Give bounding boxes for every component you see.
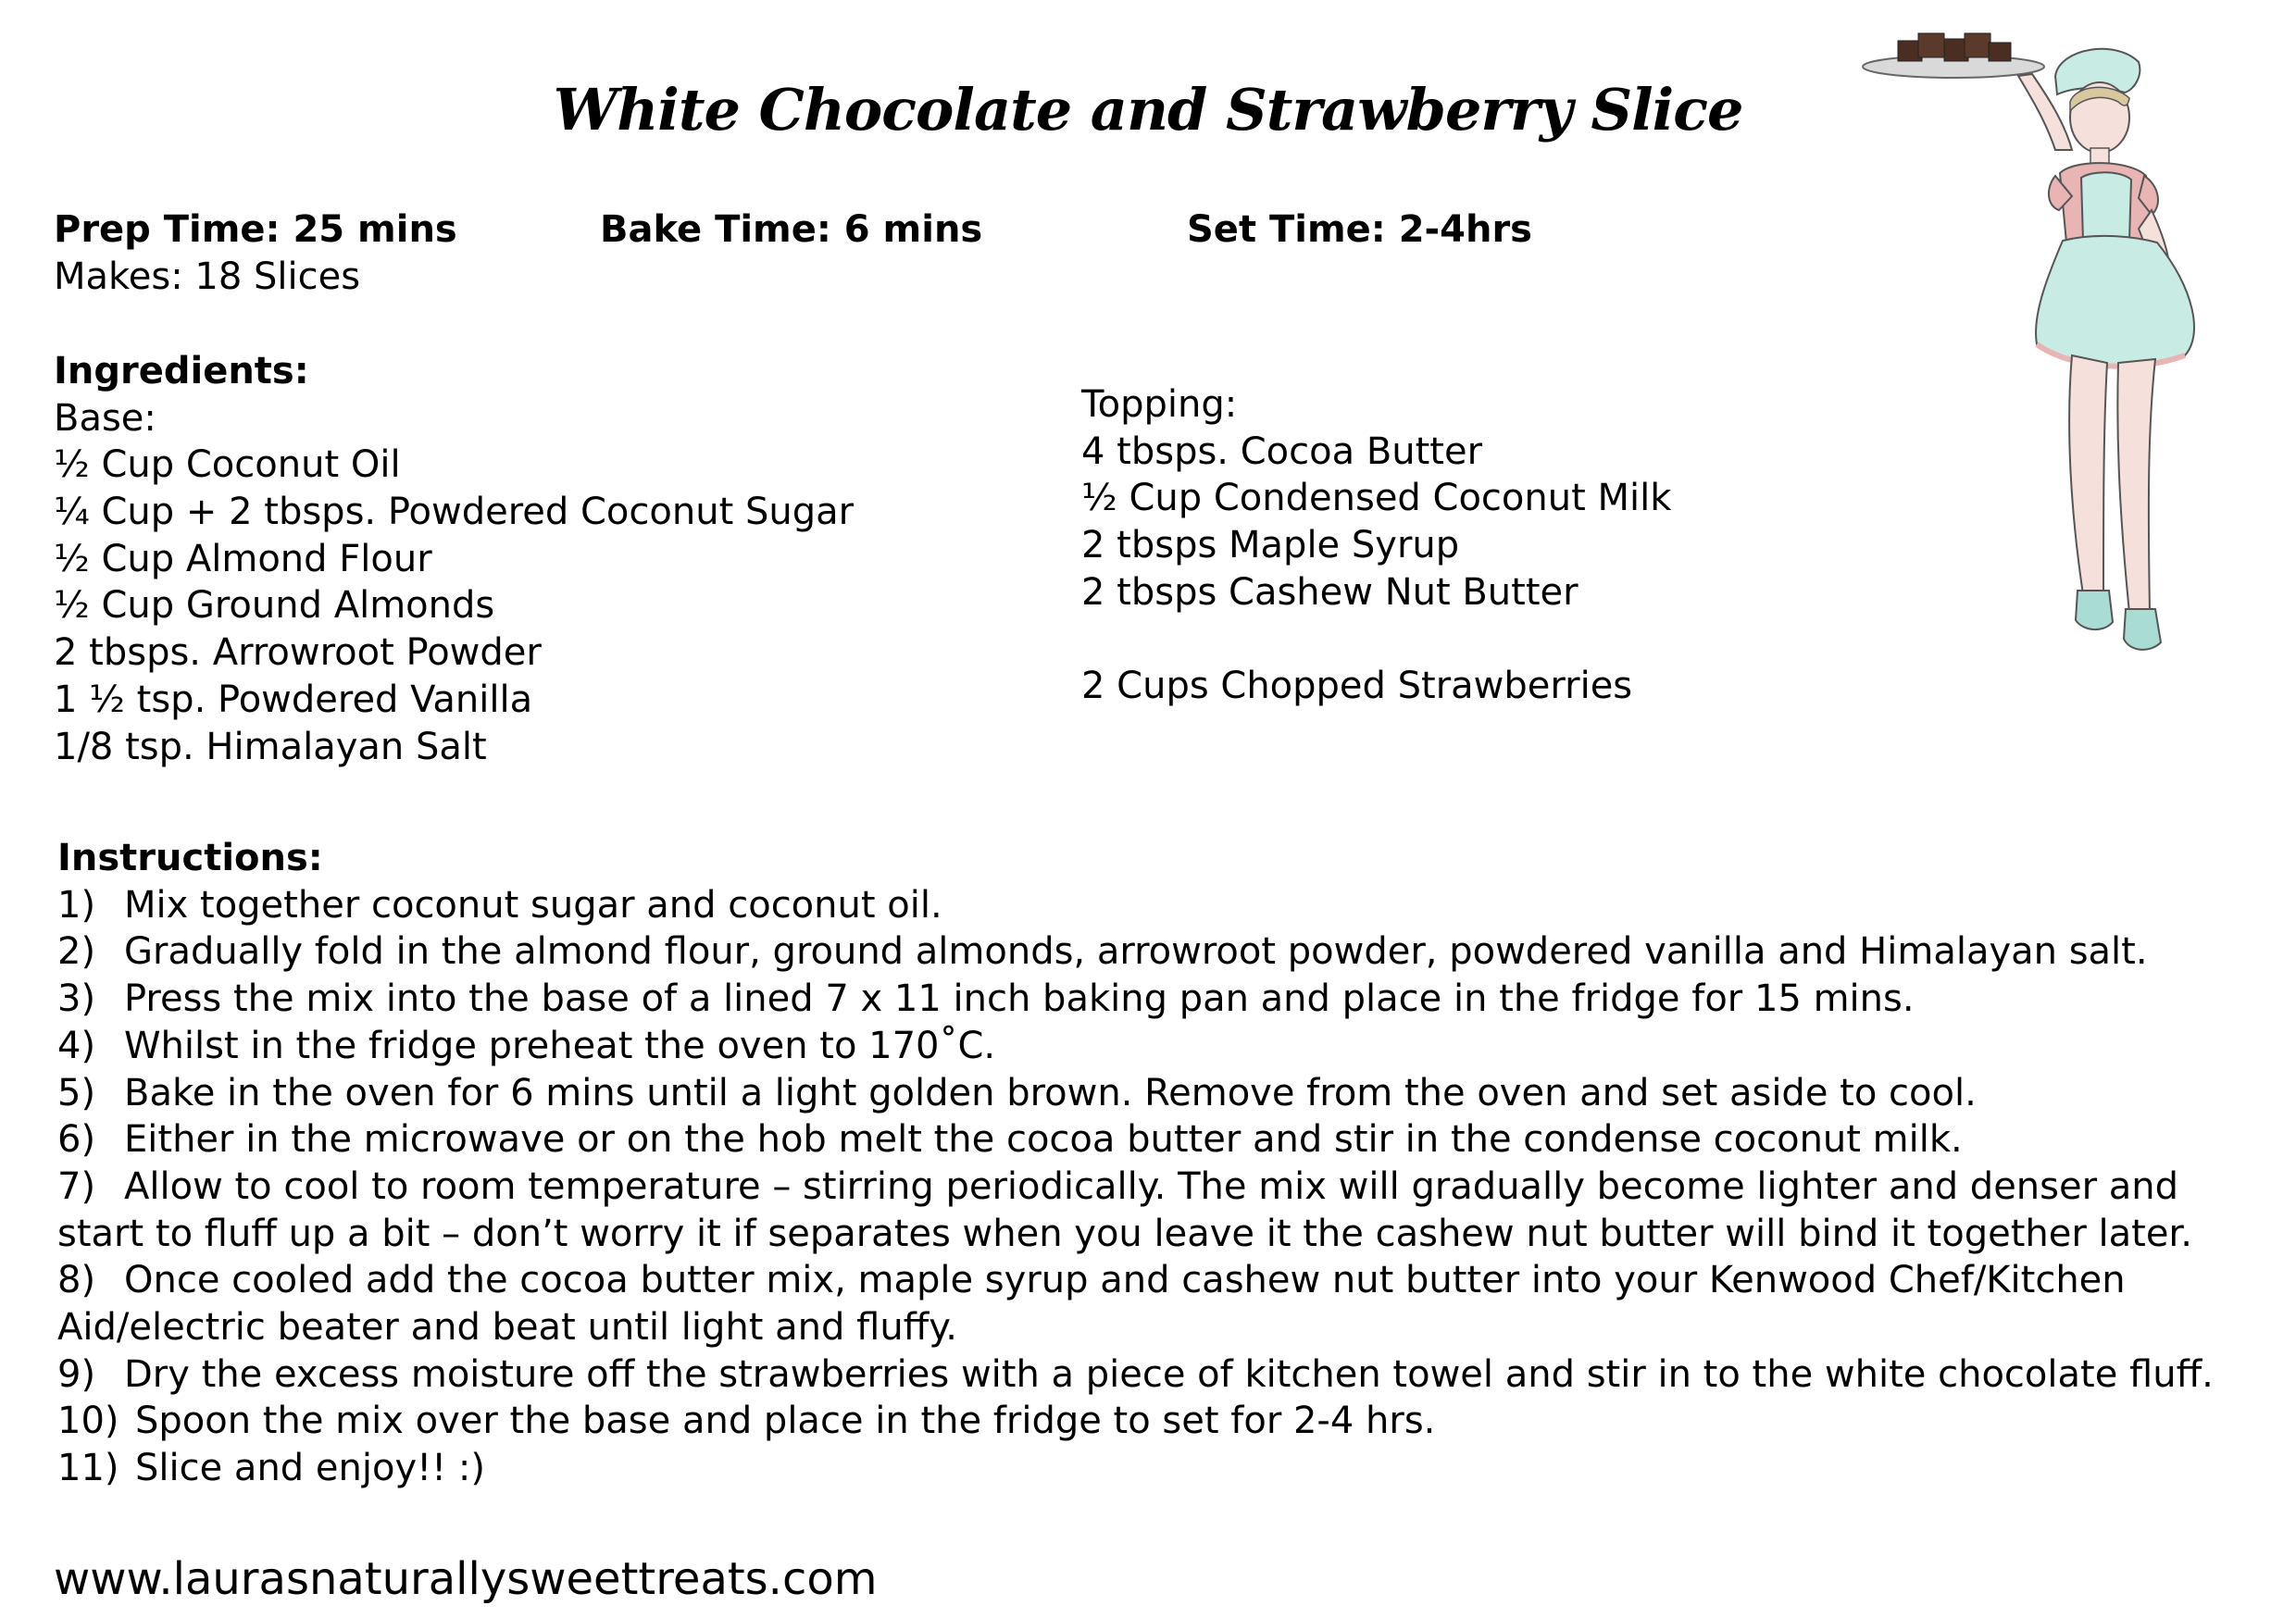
instruction-step: [57, 976, 2252, 1023]
topping-heading: Topping:: [1081, 383, 1238, 426]
step-number: 4): [57, 1024, 96, 1067]
instruction-step: [57, 882, 2252, 929]
instruction-step: [57, 1351, 2252, 1399]
instructions-heading: Instructions:: [57, 837, 323, 879]
step-text: Either in the microwave or on the hob melt the cocoa butter and stir in the condense coconut milk.: [124, 1118, 1963, 1162]
step-number: 7): [57, 1164, 96, 1208]
step-number: 5): [57, 1071, 96, 1114]
prep-time: Prep Time: 25 mins: [54, 208, 457, 251]
base-ingredient: ¼ Cup + 2 tbsps. Powdered Coconut Sugar: [54, 491, 855, 534]
step-number: 3): [57, 977, 96, 1021]
base-ingredient: 1 ½ tsp. Powdered Vanilla: [54, 678, 533, 721]
step-number: 6): [57, 1118, 96, 1162]
step-text: Gradually fold in the almond flour, ground almonds, arrowroot powder, powdered vanilla and Himalayan salt.: [124, 930, 2148, 974]
step-number: 11): [57, 1447, 119, 1490]
instruction-step: [57, 1023, 2252, 1070]
instruction-step: [57, 928, 2252, 976]
instruction-step: [57, 1398, 2252, 1445]
step-number: 2): [57, 930, 96, 974]
step-number: 8): [57, 1259, 96, 1302]
step-text: Whilst in the fridge preheat the oven to 170˚C.: [124, 1024, 996, 1067]
base-ingredient: 1/8 tsp. Himalayan Salt: [54, 725, 487, 768]
ingredients-section: [54, 348, 854, 770]
step-text: Mix together coconut sugar and coconut oil.: [124, 883, 942, 927]
base-ingredient: ½ Cup Almond Flour: [54, 537, 432, 580]
base-ingredient: ½ Cup Coconut Oil: [54, 443, 401, 487]
topping-ingredient: 2 tbsps Maple Syrup: [1081, 524, 1460, 567]
base-heading: Base:: [54, 396, 156, 440]
step-text: Bake in the oven for 6 mins until a light golden brown. Remove from the oven and set aside to cool.: [124, 1071, 1977, 1114]
pinup-waitress-with-tray-illustration: [1861, 20, 2268, 705]
website-url: www.laurasnaturallysweettreats.com: [54, 1553, 878, 1605]
topping-ingredient: 2 tbsps Cashew Nut Butter: [1081, 570, 1578, 614]
base-ingredient: 2 tbsps. Arrowroot Powder: [54, 631, 542, 675]
ingredients-heading: Ingredients:: [54, 350, 309, 392]
step-number: 10): [57, 1400, 119, 1443]
step-text: Allow to cool to room temperature – stirring periodically. The mix will gradually become lighter and denser and start to fluff up a bit – don’t worry it if separates when you leave it the cashew nut butter will bind it together later.: [57, 1164, 2192, 1255]
step-text: Slice and enjoy!! :): [135, 1447, 485, 1490]
instruction-step: [57, 1070, 2252, 1117]
step-number: 9): [57, 1352, 96, 1396]
instruction-step: [57, 1445, 2252, 1492]
instructions-section: [57, 835, 2252, 1492]
step-number: 1): [57, 883, 96, 927]
makes-count: Makes: 18 Slices: [54, 255, 361, 298]
instruction-step: [57, 1116, 2252, 1164]
instruction-step: [57, 1164, 2252, 1257]
base-ingredient: ½ Cup Ground Almonds: [54, 584, 495, 628]
instruction-step: [57, 1257, 2252, 1350]
set-time: Set Time: 2-4hrs: [1187, 208, 1532, 251]
topping-section: [1081, 381, 1671, 710]
recipe-title: White Chocolate and Strawberry Slice: [553, 76, 1743, 143]
step-text: Spoon the mix over the base and place in the fridge to set for 2-4 hrs.: [135, 1400, 1436, 1443]
step-text: Dry the excess moisture off the strawberries with a piece of kitchen towel and stir in to the white chocolate fluff.: [124, 1352, 2214, 1396]
step-text: Press the mix into the base of a lined 7 x 11 inch baking pan and place in the fridge for 15 mins.: [124, 977, 1915, 1021]
step-text: Once cooled add the cocoa butter mix, maple syrup and cashew nut butter into your Kenwood Chef/Kitchen Aid/electric beater and beat until light and fluffy.: [57, 1259, 2126, 1350]
topping-ingredient: ½ Cup Condensed Coconut Milk: [1081, 477, 1672, 520]
bake-time: Bake Time: 6 mins: [600, 208, 983, 251]
strawberries-ingredient: 2 Cups Chopped Strawberries: [1081, 665, 1633, 708]
topping-ingredient: 4 tbsps. Cocoa Butter: [1081, 429, 1483, 473]
